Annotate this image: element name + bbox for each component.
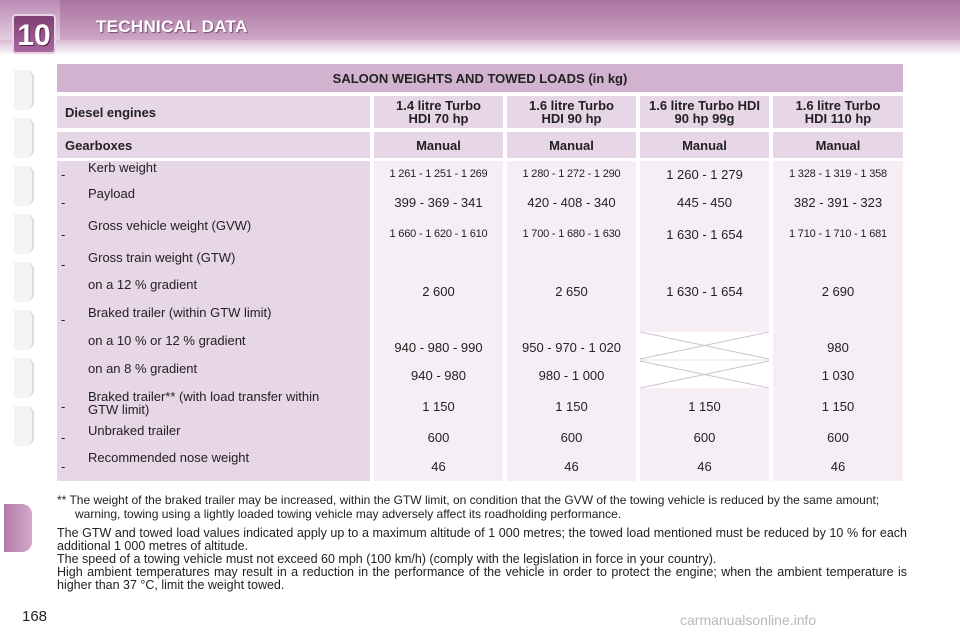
table-cell: 46	[431, 458, 446, 474]
table-cell: 382 - 391 - 323	[793, 194, 883, 210]
row-label-text: Recommended nose weight	[88, 450, 250, 465]
table-cell: 980 - 1 000	[538, 367, 605, 383]
table-cell: 1 150	[555, 398, 588, 414]
footnote-line: ** The weight of the braked trailer may be increased, within the GTW limit, on condition that the GVW of the towing vehicle is reduced	[57, 493, 764, 507]
table-cell	[640, 251, 769, 277]
row-bullet: -	[61, 256, 66, 272]
table-cell: 600	[427, 429, 450, 445]
row-label-text: Kerb weight	[88, 160, 157, 175]
side-tab[interactable]	[14, 406, 34, 446]
row-bullet: -	[61, 226, 66, 242]
row-label	[88, 362, 368, 388]
table-cell: 2 600	[422, 283, 455, 299]
table-cell	[640, 362, 769, 388]
side-tab[interactable]	[14, 118, 34, 158]
table-cell: 600	[560, 429, 583, 445]
side-tab[interactable]	[14, 358, 34, 398]
engines-label: Diesel engines	[57, 96, 370, 128]
row-label	[88, 278, 368, 304]
row-bullet: -	[61, 458, 66, 474]
table-cell: 2 690	[821, 283, 855, 299]
row-label-text: Braked trailer (within GTW limit)	[88, 305, 272, 320]
footnote-line: by the same amount; warning, towing using a lightly loaded towing vehicle may adversely affect its roadholding performance.	[75, 493, 880, 521]
engine-line: 1.6 litre Turbo	[795, 98, 881, 113]
table-cell: 1 261 - 1 251 - 1 269	[389, 168, 488, 180]
row-label	[88, 334, 368, 360]
header-fade	[0, 40, 960, 56]
page-title: TECHNICAL DATA	[96, 17, 248, 36]
table-cell	[507, 306, 636, 332]
table-cell: 1 710 - 1 710 - 1 681	[789, 228, 887, 240]
row-label-text: Unbraked trailer	[88, 423, 181, 438]
table-cell: 399 - 369 - 341	[394, 194, 483, 210]
table-cell: 1 030	[821, 367, 855, 383]
engine-col-3	[640, 96, 769, 128]
row-bullet: -	[61, 311, 66, 327]
row-label-text: Payload	[88, 186, 135, 201]
table-cell	[507, 251, 636, 277]
engine-col-2	[507, 96, 636, 128]
table-cell: 2 650	[555, 283, 588, 299]
table-cell: 940 - 980	[411, 367, 466, 383]
row-label	[88, 187, 368, 217]
table-cell	[374, 306, 503, 332]
row-label-text: on a 12 % gradient	[88, 277, 198, 292]
engine-line: HDI 110 hp	[804, 111, 872, 126]
table-cell: 1 150	[422, 398, 455, 414]
row-label	[88, 390, 368, 422]
row-label	[88, 251, 368, 277]
table-cell	[773, 306, 903, 332]
engine-line: HDI 90 hp	[541, 111, 602, 126]
row-bullet	[61, 362, 75, 388]
table-cell	[640, 306, 769, 332]
engine-line: HDI 70 hp	[408, 111, 469, 126]
engine-col-1	[374, 96, 503, 128]
engine-line: 1.4 litre Turbo	[396, 98, 481, 113]
table-cell	[640, 334, 769, 360]
row-bullet: -	[61, 194, 66, 210]
engine-col-4	[773, 96, 903, 128]
side-tab[interactable]	[14, 70, 34, 110]
engine-line: 1.6 litre Turbo HDI	[649, 98, 760, 113]
table-cell: 1 630 - 1 654	[666, 283, 743, 299]
gearbox-cell: Manual	[773, 132, 903, 158]
row-label-text: Gross vehicle weight (GVW)	[88, 218, 252, 233]
gearbox-cell: Manual	[374, 132, 503, 158]
table-cell: 1 150	[688, 398, 721, 414]
row-bullet	[61, 334, 75, 360]
table-cell: 950 - 970 - 1 020	[521, 339, 622, 355]
row-bullet: -	[61, 166, 66, 182]
table-cell: 980	[827, 339, 849, 355]
gearbox-cell: Manual	[640, 132, 769, 158]
side-tabs	[0, 60, 34, 580]
table-cell: 1 150	[821, 398, 855, 414]
watermark: carmanualsonline.info	[680, 612, 817, 628]
side-tab[interactable]	[14, 310, 34, 350]
table-cell	[374, 251, 503, 277]
table-cell: 1 260 - 1 279	[666, 166, 743, 182]
engine-line: 90 hp 99g	[674, 111, 735, 126]
table-cell: 46	[697, 458, 712, 474]
row-label	[88, 161, 368, 187]
row-label-text: Gross train weight (GTW)	[88, 250, 236, 265]
row-label-text: GTW limit)	[88, 402, 150, 417]
side-tab[interactable]	[14, 166, 34, 206]
row-bullet: -	[61, 398, 66, 414]
footnote	[57, 493, 907, 521]
paragraph-temperature: High ambient temperatures may result in a reduction in the performance of the vehicle in order to protect the engine; when the ambient temperature is higher than 37 °C, limit the weight towed.	[57, 565, 907, 592]
table-cell	[773, 251, 903, 277]
row-label	[88, 219, 368, 249]
table-cell: 1 280 - 1 272 - 1 290	[522, 168, 621, 180]
row-label-text: on a 10 % or 12 % gradient	[88, 333, 246, 348]
table-cell: 940 - 980 - 990	[394, 339, 483, 355]
table-cell: 600	[693, 429, 716, 445]
row-label	[88, 424, 368, 450]
table-cell: 1 328 - 1 319 - 1 358	[789, 168, 887, 180]
side-tab[interactable]	[14, 262, 34, 302]
row-bullet: -	[61, 429, 66, 445]
table-cell: 420 - 408 - 340	[527, 194, 616, 210]
table-cell: 46	[564, 458, 579, 474]
row-label-text: on an 8 % gradient	[88, 361, 198, 376]
table-cell: 1 630 - 1 654	[666, 226, 743, 242]
table-cell: 1 700 - 1 680 - 1 630	[522, 228, 621, 240]
chapter-badge: 10	[12, 14, 56, 54]
engine-line: 1.6 litre Turbo	[529, 98, 614, 113]
row-label	[88, 306, 368, 332]
row-label-text: Braked trailer** (with load transfer within	[88, 389, 320, 404]
row-bullet	[61, 278, 75, 304]
page-number: 168	[22, 608, 48, 625]
gearbox-cell: Manual	[507, 132, 636, 158]
table-cell: 445 - 450	[677, 194, 732, 210]
table-title: SALOON WEIGHTS AND TOWED LOADS (in kg)	[57, 64, 903, 92]
gearboxes-label: Gearboxes	[57, 132, 370, 158]
table-cell: 1 660 - 1 620 - 1 610	[389, 228, 488, 240]
side-tab-active[interactable]	[4, 504, 32, 552]
paragraph-speed: The speed of a towing vehicle must not exceed 60 mph (100 km/h) (comply with the legislation in force in your country).	[57, 552, 717, 566]
side-tab[interactable]	[14, 214, 34, 254]
paragraph-altitude: The GTW and towed load values indicated apply up to a maximum altitude of 1 000 metres; the towed load mentioned must be reduced by 10 % for each additional 1 000 metres of altitude.	[57, 526, 907, 553]
table-cell: 600	[827, 429, 849, 445]
table-cell: 46	[830, 458, 846, 474]
row-label	[88, 451, 368, 481]
